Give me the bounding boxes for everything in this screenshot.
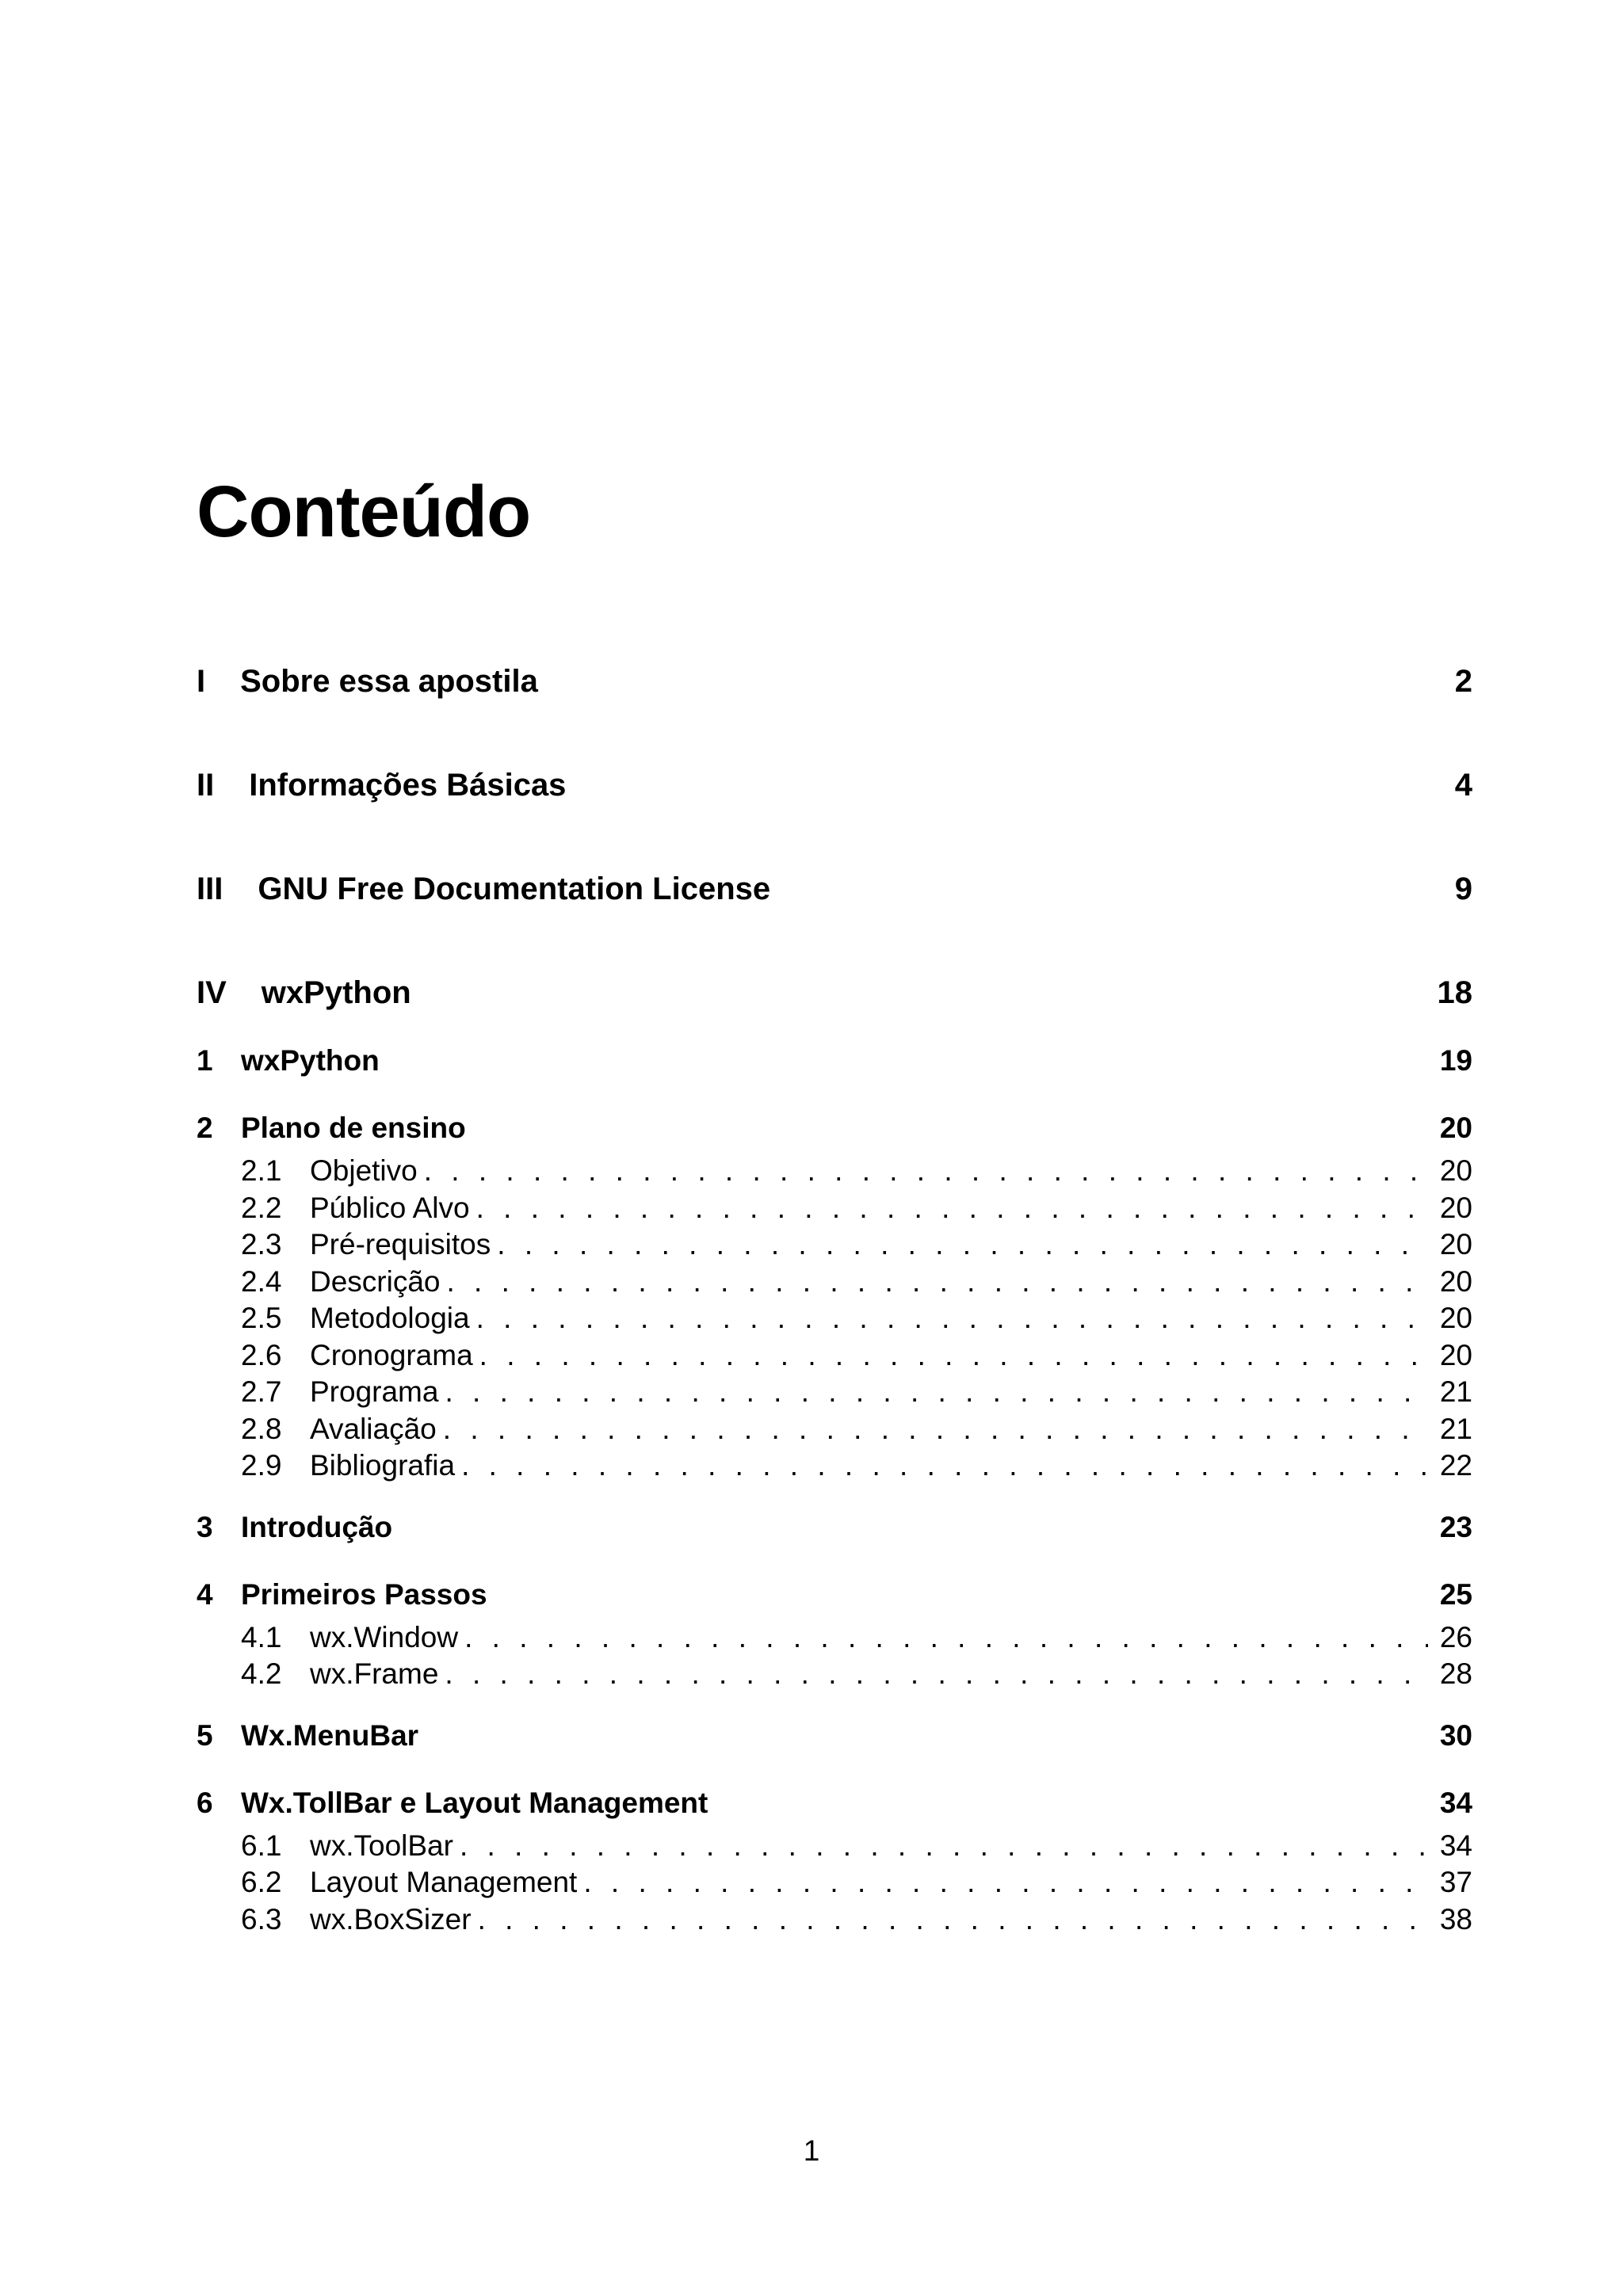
- chapter-number: 5: [197, 1718, 213, 1752]
- section-title: wx.Window: [310, 1620, 459, 1653]
- section-number: 2.3: [241, 1228, 282, 1261]
- chapter-page-number: 23: [1439, 1510, 1472, 1543]
- section-page-number: 21: [1439, 1375, 1472, 1408]
- toc-section-entry[interactable]: [197, 1190, 1472, 1227]
- section-title: Descrição: [310, 1264, 441, 1298]
- toc-heading: Conteúdo: [197, 471, 531, 552]
- toc-section-entry[interactable]: [197, 1828, 1472, 1865]
- section-number: 4.1: [241, 1620, 282, 1653]
- part-page-number: 2: [1454, 664, 1472, 699]
- part-number: III: [197, 871, 223, 906]
- section-page-number: 38: [1439, 1902, 1472, 1936]
- chapter-title: Plano de ensino: [241, 1112, 466, 1144]
- section-number: 2.5: [241, 1302, 282, 1334]
- toc-chapter: [197, 1779, 1472, 1939]
- toc-chapter-entry[interactable]: [197, 1570, 1472, 1619]
- section-title: wx.BoxSizer: [310, 1902, 472, 1936]
- toc-parts: [197, 658, 1472, 1016]
- toc-section-entry[interactable]: [197, 1264, 1472, 1301]
- toc-chapter: [197, 1503, 1472, 1552]
- chapter-title: wxPython: [241, 1044, 380, 1077]
- toc-chapter: [197, 1711, 1472, 1760]
- dot-leader: [460, 1828, 1428, 1865]
- page-number: 1: [803, 2134, 820, 2167]
- section-number: 6.1: [241, 1829, 282, 1862]
- section-number: 4.2: [241, 1657, 282, 1690]
- section-page-number: 20: [1439, 1191, 1472, 1224]
- dot-leader: [443, 1411, 1428, 1448]
- toc-chapter-entry[interactable]: [197, 1104, 1472, 1153]
- chapter-number: 6: [197, 1786, 213, 1819]
- dot-leader: [461, 1447, 1428, 1485]
- dot-leader: [476, 1300, 1428, 1337]
- part-number: I: [197, 664, 206, 699]
- chapter-page-number: 19: [1439, 1044, 1472, 1077]
- section-number: 2.4: [241, 1264, 282, 1298]
- section-title: Avaliação: [310, 1412, 437, 1445]
- section-number: 2.2: [241, 1191, 282, 1224]
- chapter-page-number: 25: [1439, 1577, 1472, 1611]
- section-title: Programa: [310, 1375, 439, 1408]
- chapter-page-number: 34: [1439, 1786, 1472, 1819]
- toc-section-entry[interactable]: [197, 1337, 1472, 1375]
- toc-chapter: [197, 1570, 1472, 1693]
- section-page-number: 28: [1439, 1657, 1472, 1690]
- toc-section-entry[interactable]: [197, 1864, 1472, 1901]
- section-page-number: 20: [1439, 1228, 1472, 1261]
- part-number: IV: [197, 975, 227, 1010]
- dot-leader: [476, 1190, 1428, 1227]
- section-page-number: 20: [1439, 1302, 1472, 1334]
- section-page-number: 26: [1439, 1620, 1472, 1653]
- part-number: II: [197, 768, 215, 803]
- toc-section-entry[interactable]: [197, 1619, 1472, 1657]
- section-number: 2.1: [241, 1154, 282, 1187]
- toc-part-entry[interactable]: [197, 969, 1472, 1016]
- section-page-number: 37: [1439, 1866, 1472, 1898]
- toc-chapter-entry[interactable]: [197, 1036, 1472, 1085]
- part-page-number: 4: [1454, 768, 1472, 803]
- chapter-page-number: 30: [1439, 1718, 1472, 1752]
- toc-chapter-entry[interactable]: [197, 1779, 1472, 1828]
- section-title: Cronograma: [310, 1338, 473, 1371]
- part-title: Sobre essa apostila: [240, 664, 538, 699]
- dot-leader: [583, 1864, 1428, 1901]
- section-number: 2.6: [241, 1338, 282, 1371]
- chapter-number: 2: [197, 1112, 213, 1144]
- chapter-title: Wx.TollBar e Layout Management: [241, 1786, 708, 1819]
- dot-leader: [445, 1374, 1428, 1411]
- dot-leader: [497, 1226, 1428, 1264]
- section-number: 2.9: [241, 1449, 282, 1482]
- table-of-contents: [197, 658, 1472, 1956]
- section-page-number: 22: [1439, 1449, 1472, 1482]
- section-title: wx.ToolBar: [310, 1829, 453, 1862]
- chapter-number: 3: [197, 1510, 213, 1543]
- chapter-title: Primeiros Passos: [241, 1577, 487, 1611]
- section-title: Pré-requisitos: [310, 1228, 491, 1261]
- toc-part-entry[interactable]: [197, 761, 1472, 809]
- section-number: 6.2: [241, 1866, 282, 1898]
- chapter-number: 1: [197, 1044, 213, 1077]
- toc-section-entry[interactable]: [197, 1300, 1472, 1337]
- toc-section-entry[interactable]: [197, 1901, 1472, 1939]
- toc-section-entry[interactable]: [197, 1447, 1472, 1485]
- section-title: Público Alvo: [310, 1191, 470, 1224]
- part-title: wxPython: [261, 975, 411, 1010]
- part-title: GNU Free Documentation License: [258, 871, 771, 906]
- section-number: 2.7: [241, 1375, 282, 1408]
- chapter-title: Wx.MenuBar: [241, 1718, 419, 1752]
- toc-chapter-entry[interactable]: [197, 1711, 1472, 1760]
- part-title: Informações Básicas: [249, 768, 567, 803]
- toc-chapter: [197, 1036, 1472, 1085]
- section-page-number: 20: [1439, 1264, 1472, 1298]
- toc-part-entry[interactable]: [197, 865, 1472, 913]
- part-page-number: 9: [1454, 871, 1472, 906]
- toc-chapter: [197, 1104, 1472, 1485]
- chapter-number: 4: [197, 1577, 213, 1611]
- section-title: Metodologia: [310, 1302, 470, 1334]
- toc-section-entry[interactable]: [197, 1374, 1472, 1411]
- dot-leader: [447, 1264, 1429, 1301]
- part-page-number: 18: [1437, 975, 1472, 1010]
- section-title: wx.Frame: [310, 1657, 439, 1690]
- toc-section-entry[interactable]: [197, 1656, 1472, 1693]
- toc-section-entry[interactable]: [197, 1411, 1472, 1448]
- toc-chapters: [197, 1036, 1472, 1938]
- section-title: Bibliografia: [310, 1449, 456, 1482]
- dot-leader: [445, 1656, 1428, 1693]
- dot-leader: [424, 1153, 1428, 1190]
- section-page-number: 34: [1439, 1829, 1472, 1862]
- dot-leader: [479, 1337, 1428, 1375]
- section-number: 6.3: [241, 1902, 282, 1936]
- toc-chapter-entry[interactable]: [197, 1503, 1472, 1552]
- section-title: Layout Management: [310, 1866, 578, 1898]
- section-number: 2.8: [241, 1412, 282, 1445]
- chapter-title: Introdução: [241, 1510, 393, 1543]
- section-title: Objetivo: [310, 1154, 418, 1187]
- toc-section-entry[interactable]: [197, 1153, 1472, 1190]
- section-page-number: 21: [1439, 1412, 1472, 1445]
- dot-leader: [464, 1619, 1428, 1657]
- chapter-page-number: 20: [1439, 1112, 1472, 1144]
- dot-leader: [478, 1901, 1428, 1939]
- toc-part-entry[interactable]: [197, 658, 1472, 705]
- toc-section-entry[interactable]: [197, 1226, 1472, 1264]
- section-page-number: 20: [1439, 1338, 1472, 1371]
- section-page-number: 20: [1439, 1154, 1472, 1187]
